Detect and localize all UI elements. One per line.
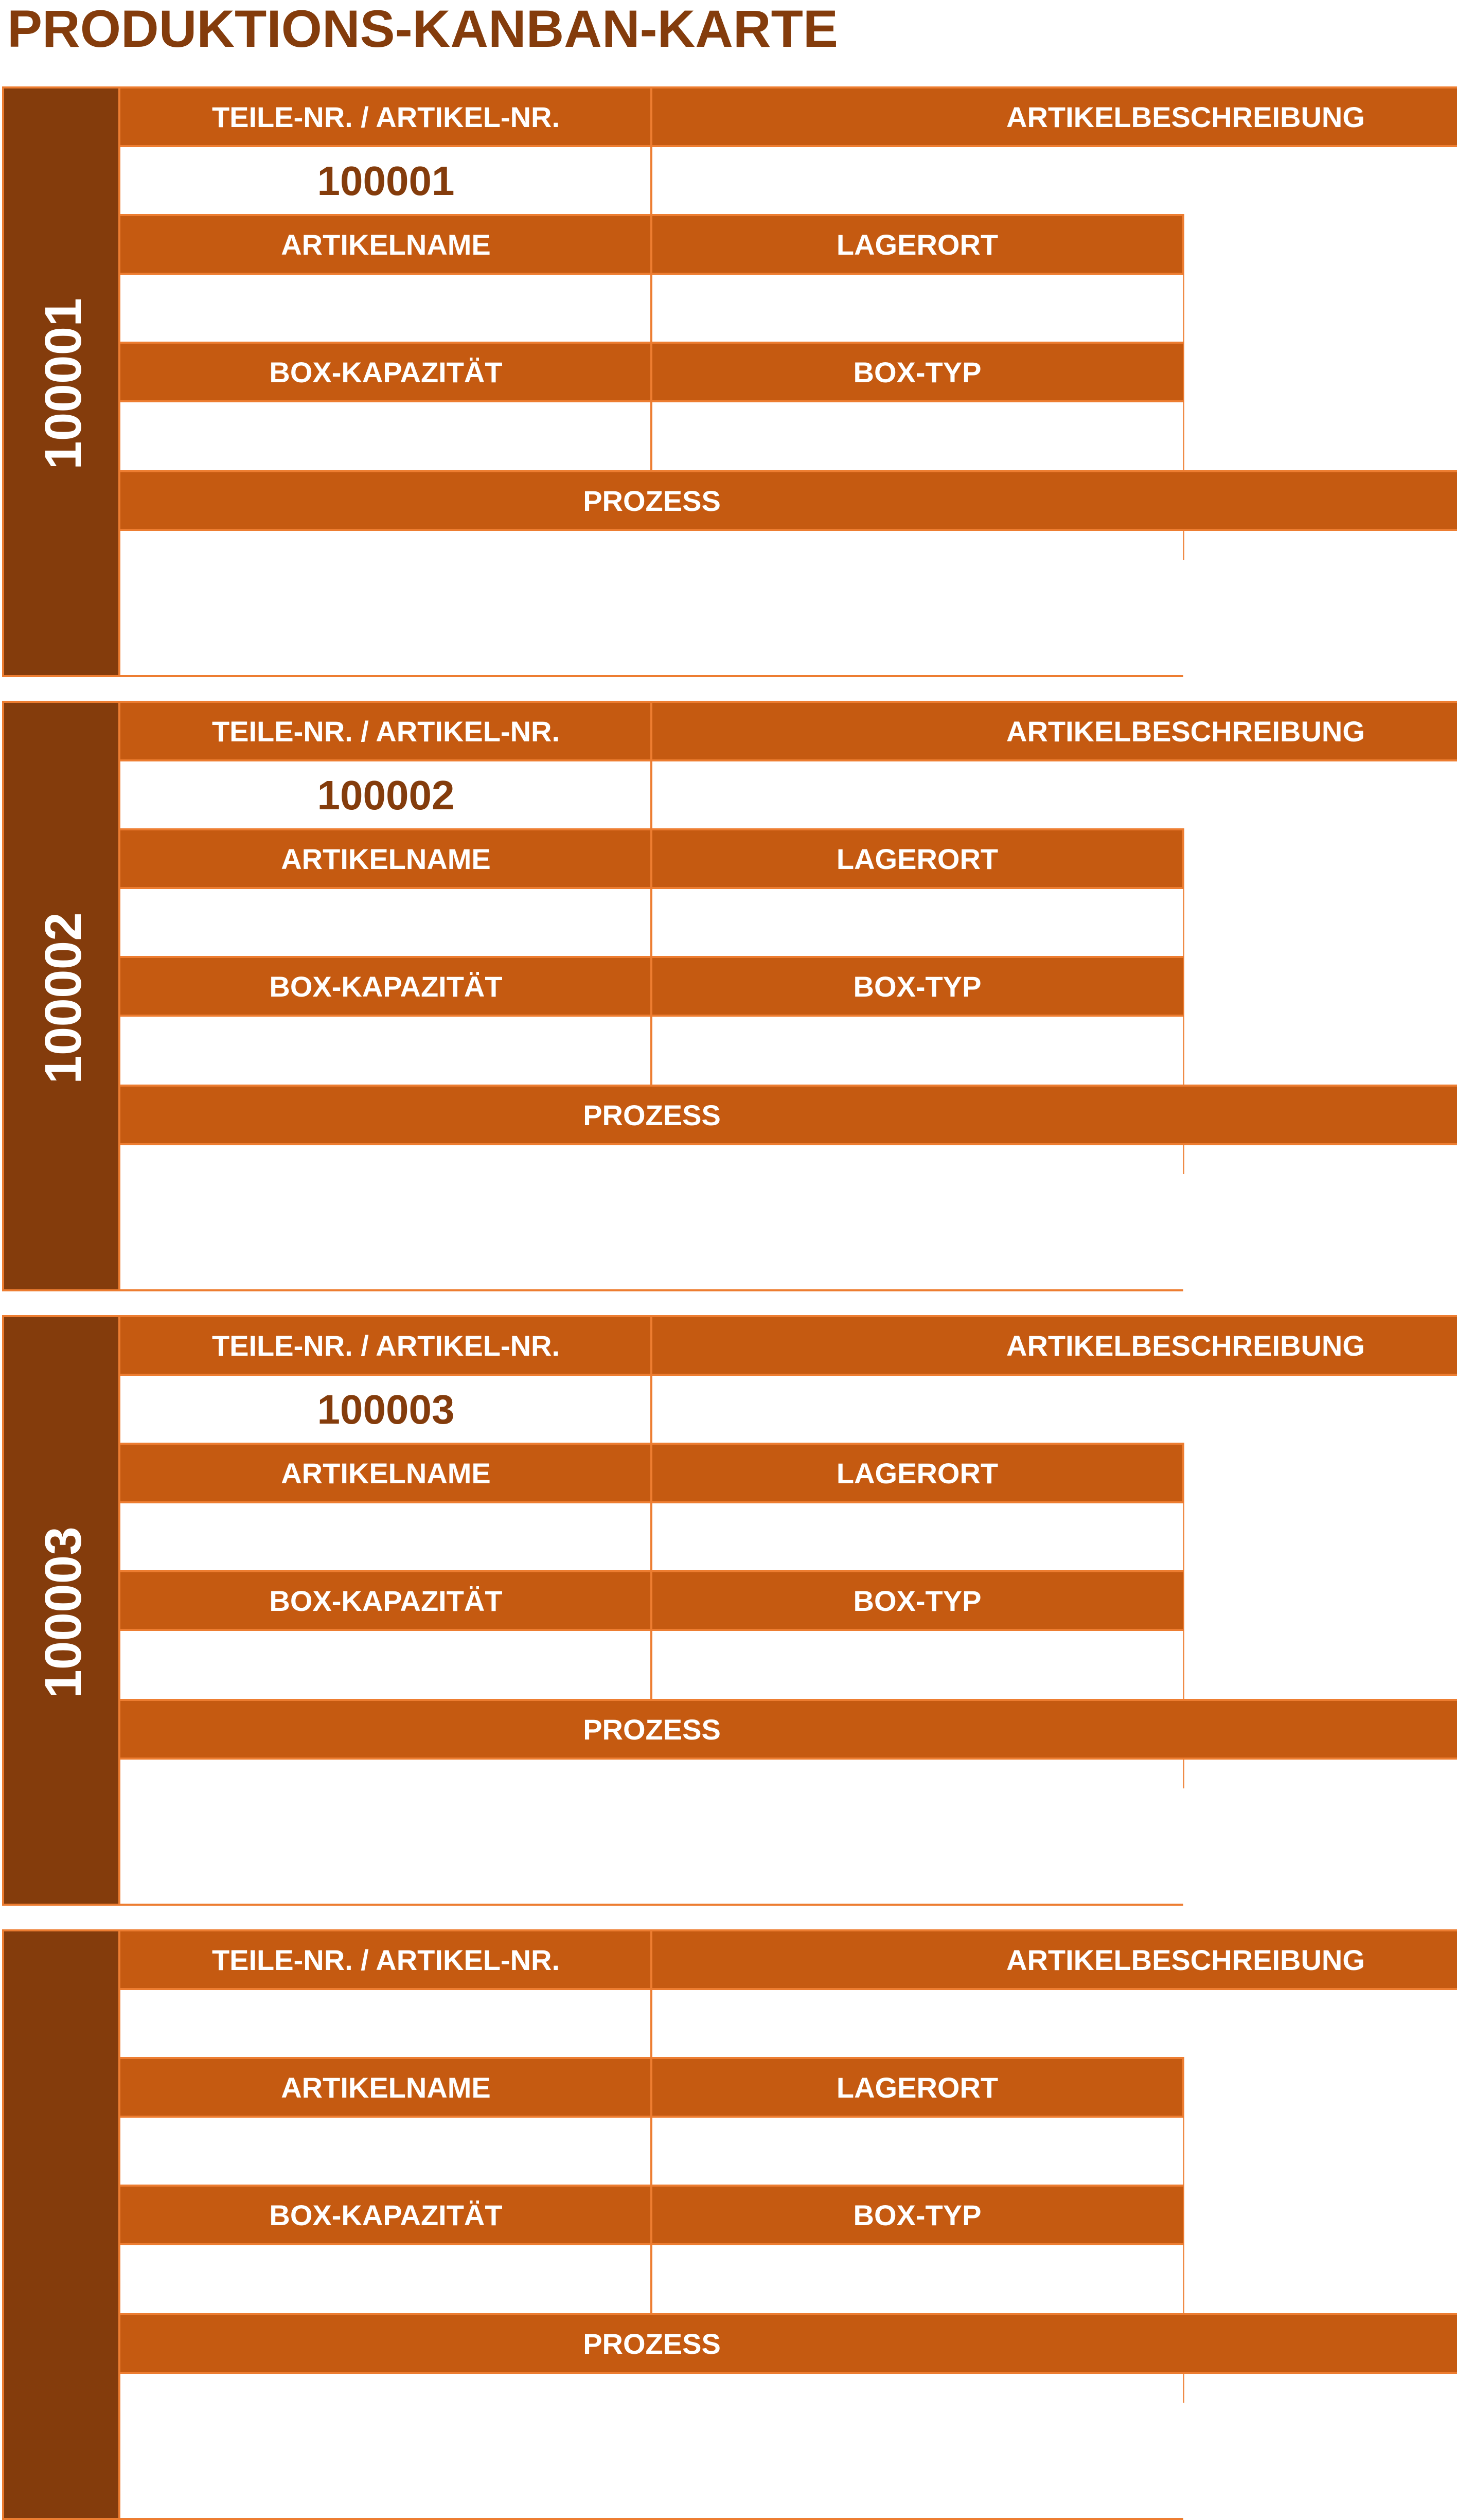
process-value[interactable] [120, 1145, 1183, 1289]
divider [650, 402, 652, 470]
process-header-label: PROZESS [583, 1098, 721, 1131]
card-side-number: 100002 [34, 912, 92, 1084]
process-header [120, 470, 1457, 531]
divider [650, 761, 652, 829]
description-header-label: ARTIKELBESCHREIBUNG [1006, 100, 1365, 133]
name-header: ARTIKELNAME [120, 214, 651, 275]
name-value[interactable] [120, 275, 651, 343]
divider [650, 214, 652, 275]
process-header-label: PROZESS [583, 1713, 721, 1746]
divider [650, 1443, 652, 1503]
card-bottom-line [120, 1289, 1183, 1291]
divider [650, 1017, 652, 1085]
box-type-header: BOX-TYP [651, 1570, 1183, 1631]
description-header [651, 701, 1457, 761]
part-no-value [120, 1990, 651, 2058]
description-header [651, 1929, 1457, 1990]
divider [650, 86, 652, 147]
divider [650, 342, 652, 402]
box-capacity-header: BOX-KAPAZITÄT [120, 2185, 651, 2245]
location-header: LAGERORT [651, 214, 1183, 275]
box-capacity-value[interactable] [120, 402, 651, 470]
part-no-header: TEILE-NR. / ARTIKEL-NR. [120, 1929, 651, 1990]
location-value[interactable] [651, 2118, 1183, 2186]
kanban-card [0, 1929, 1457, 2520]
divider [650, 701, 652, 761]
divider [650, 1631, 652, 1699]
description-header-label: ARTIKELBESCHREIBUNG [1006, 1943, 1365, 1976]
box-type-value[interactable] [651, 2245, 1183, 2313]
divider [650, 147, 652, 215]
name-header: ARTIKELNAME [120, 828, 651, 889]
card-bottom-line [120, 1904, 1183, 1906]
description-header [651, 1315, 1457, 1376]
part-no-value: 100001 [120, 147, 651, 215]
divider [650, 275, 652, 343]
process-header [120, 1699, 1457, 1760]
process-value[interactable] [120, 1760, 1183, 1904]
card-side-strip [2, 701, 120, 1291]
divider [650, 889, 652, 957]
divider [650, 2057, 652, 2118]
location-header: LAGERORT [651, 1443, 1183, 1503]
process-header-label: PROZESS [583, 2327, 721, 2360]
box-capacity-header: BOX-KAPAZITÄT [120, 1570, 651, 1631]
name-header: ARTIKELNAME [120, 2057, 651, 2118]
part-no-header: TEILE-NR. / ARTIKEL-NR. [120, 86, 651, 147]
description-header-label: ARTIKELBESCHREIBUNG [1006, 715, 1365, 748]
name-value[interactable] [120, 889, 651, 957]
name-value[interactable] [120, 2118, 651, 2186]
divider [650, 956, 652, 1017]
box-type-value[interactable] [651, 1017, 1183, 1085]
card-side-number: 100003 [34, 1527, 92, 1698]
box-capacity-value[interactable] [120, 1017, 651, 1085]
box-type-value[interactable] [651, 402, 1183, 470]
box-type-value[interactable] [651, 1631, 1183, 1699]
description-header-label: ARTIKELBESCHREIBUNG [1006, 1329, 1365, 1362]
divider [650, 1503, 652, 1571]
divider [650, 2185, 652, 2245]
kanban-card [0, 1315, 1457, 1906]
location-header: LAGERORT [651, 828, 1183, 889]
part-no-value: 100002 [120, 761, 651, 829]
divider [650, 1315, 652, 1376]
location-value[interactable] [651, 1503, 1183, 1571]
location-value[interactable] [651, 889, 1183, 957]
box-capacity-header: BOX-KAPAZITÄT [120, 956, 651, 1017]
name-value[interactable] [120, 1503, 651, 1571]
process-header [120, 2313, 1457, 2374]
divider [650, 1929, 652, 1990]
part-no-header: TEILE-NR. / ARTIKEL-NR. [120, 701, 651, 761]
process-header-label: PROZESS [583, 484, 721, 517]
part-no-header: TEILE-NR. / ARTIKEL-NR. [120, 1315, 651, 1376]
part-no-value: 100003 [120, 1376, 651, 1444]
process-value[interactable] [120, 531, 1183, 675]
location-value[interactable] [651, 275, 1183, 343]
box-capacity-header: BOX-KAPAZITÄT [120, 342, 651, 402]
box-type-header: BOX-TYP [651, 342, 1183, 402]
description-header [651, 86, 1457, 147]
page-title: PRODUKTIONS-KANBAN-KARTE [7, 0, 838, 58]
divider [650, 2245, 652, 2313]
name-header: ARTIKELNAME [120, 1443, 651, 1503]
divider [650, 1376, 652, 1444]
kanban-card [0, 701, 1457, 1291]
card-side-number: 100001 [34, 298, 92, 470]
divider [650, 1570, 652, 1631]
divider [650, 1990, 652, 2058]
kanban-card [0, 86, 1457, 677]
divider [650, 828, 652, 889]
card-side-strip [2, 1315, 120, 1906]
card-bottom-line [120, 2518, 1183, 2520]
process-header [120, 1085, 1457, 1145]
box-type-header: BOX-TYP [651, 2185, 1183, 2245]
card-side-strip [2, 1929, 120, 2520]
card-bottom-line [120, 675, 1183, 677]
box-capacity-value[interactable] [120, 1631, 651, 1699]
divider [650, 2118, 652, 2186]
box-type-header: BOX-TYP [651, 956, 1183, 1017]
box-capacity-value[interactable] [120, 2245, 651, 2313]
process-value[interactable] [120, 2374, 1183, 2518]
card-side-strip [2, 86, 120, 677]
location-header: LAGERORT [651, 2057, 1183, 2118]
